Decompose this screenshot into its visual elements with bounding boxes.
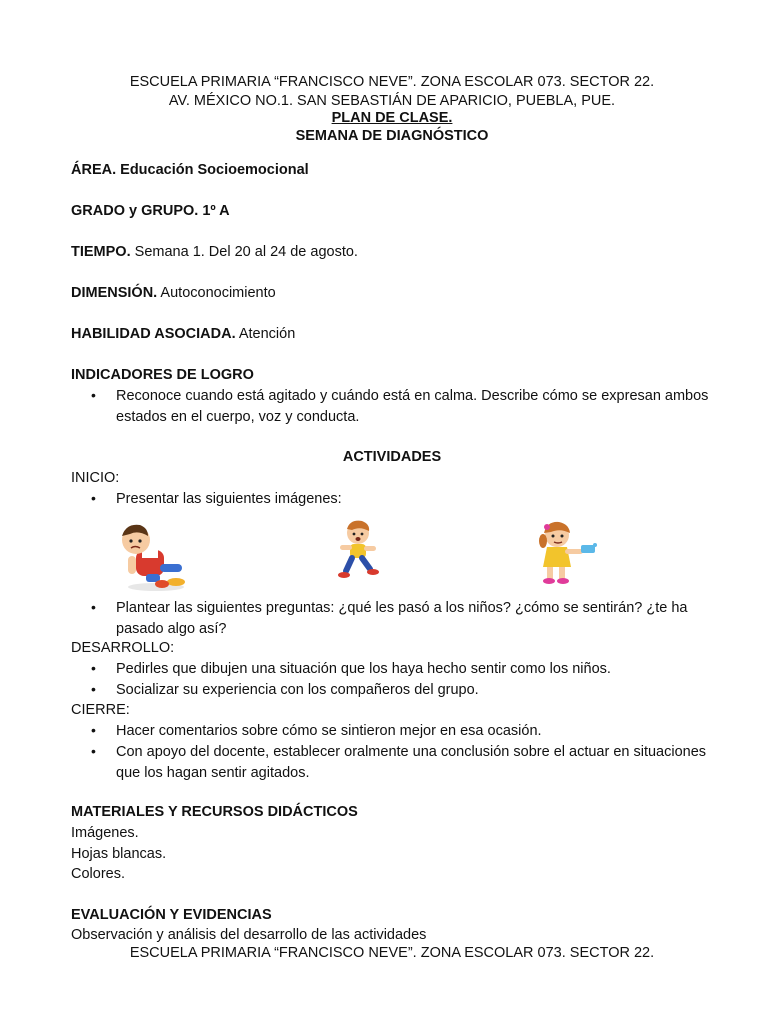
plan-title: PLAN DE CLASE. (331, 110, 453, 126)
bullet-icon: • (91, 722, 96, 738)
cierre-item-text: Con apoyo del docente, establecer oralmente una conclusión sobre el actuar en situaciones que los hagan sentir agitados. (116, 744, 707, 781)
materiales-item: Imágenes. (71, 825, 139, 841)
bullet-icon: • (91, 660, 96, 676)
inicio-item-text: Plantear las siguientes preguntas: ¿qué les pasó a los niños? ¿cómo se sentirán? ¿te ha pasado algo así? (116, 600, 688, 637)
habilidad-field (71, 325, 295, 343)
habilidad-label: HABILIDAD ASOCIADA. (71, 326, 236, 342)
desarrollo-item-text: Socializar su experiencia con los compañeros del grupo. (116, 682, 479, 698)
materiales-item: Colores. (71, 866, 125, 882)
footer-school: ESCUELA PRIMARIA “FRANCISCO NEVE”. ZONA ESCOLAR 073. SECTOR 22. (129, 945, 655, 961)
inicio-label: INICIO: (71, 470, 120, 486)
materiales-item: Hojas blancas. (71, 846, 167, 862)
tiempo-label: TIEMPO. (71, 244, 131, 260)
desarrollo-label: DESARROLLO: (71, 640, 175, 656)
cierre-label: CIERRE: (71, 702, 130, 718)
school-header: ESCUELA PRIMARIA “FRANCISCO NEVE”. ZONA ESCOLAR 073. SECTOR 22. (129, 74, 655, 90)
school-address: AV. MÉXICO NO.1. SAN SEBASTIÁN DE APARICIO, PUEBLA, PUE. (168, 93, 616, 109)
area-field: ÁREA. Educación Socioemocional (71, 162, 309, 178)
materiales-heading: MATERIALES Y RECURSOS DIDÁCTICOS (71, 804, 358, 820)
indicadores-heading: INDICADORES DE LOGRO (71, 367, 254, 383)
bullet-icon: • (91, 743, 96, 759)
kid-fallen-image (116, 520, 186, 592)
kid-girl-image (535, 519, 600, 587)
actividades-heading: ACTIVIDADES (342, 449, 442, 465)
indicador-text: Reconoce cuando está agitado y cuándo está en calma. Describe cómo se expresan ambos estados en el cuerpo, voz y conducta. (116, 388, 709, 425)
dimension-value: Autoconocimiento (157, 285, 276, 301)
week-title: SEMANA DE DIAGNÓSTICO (295, 128, 489, 144)
tiempo-value: Semana 1. Del 20 al 24 de agosto. (130, 244, 358, 260)
evaluacion-text: Observación y análisis del desarrollo de las actividades (71, 927, 427, 943)
grado-field: GRADO y GRUPO. 1º A (71, 203, 230, 219)
desarrollo-item-text: Pedirles que dibujen una situación que los haya hecho sentir como los niños. (116, 661, 611, 677)
bullet-icon: • (91, 599, 96, 615)
bullet-icon: • (91, 490, 96, 506)
cierre-item-text: Hacer comentarios sobre cómo se sintieron mejor en esa ocasión. (116, 723, 542, 739)
kid-running-image (332, 519, 382, 581)
bullet-icon: • (91, 387, 96, 403)
bullet-icon: • (91, 681, 96, 697)
dimension-label: DIMENSIÓN. (71, 285, 158, 301)
habilidad-value: Atención (235, 326, 296, 342)
inicio-item-text: Presentar las siguientes imágenes: (116, 491, 342, 507)
tiempo-field (71, 243, 358, 261)
evaluacion-heading: EVALUACIÓN Y EVIDENCIAS (71, 907, 272, 923)
dimension-field (71, 284, 276, 302)
